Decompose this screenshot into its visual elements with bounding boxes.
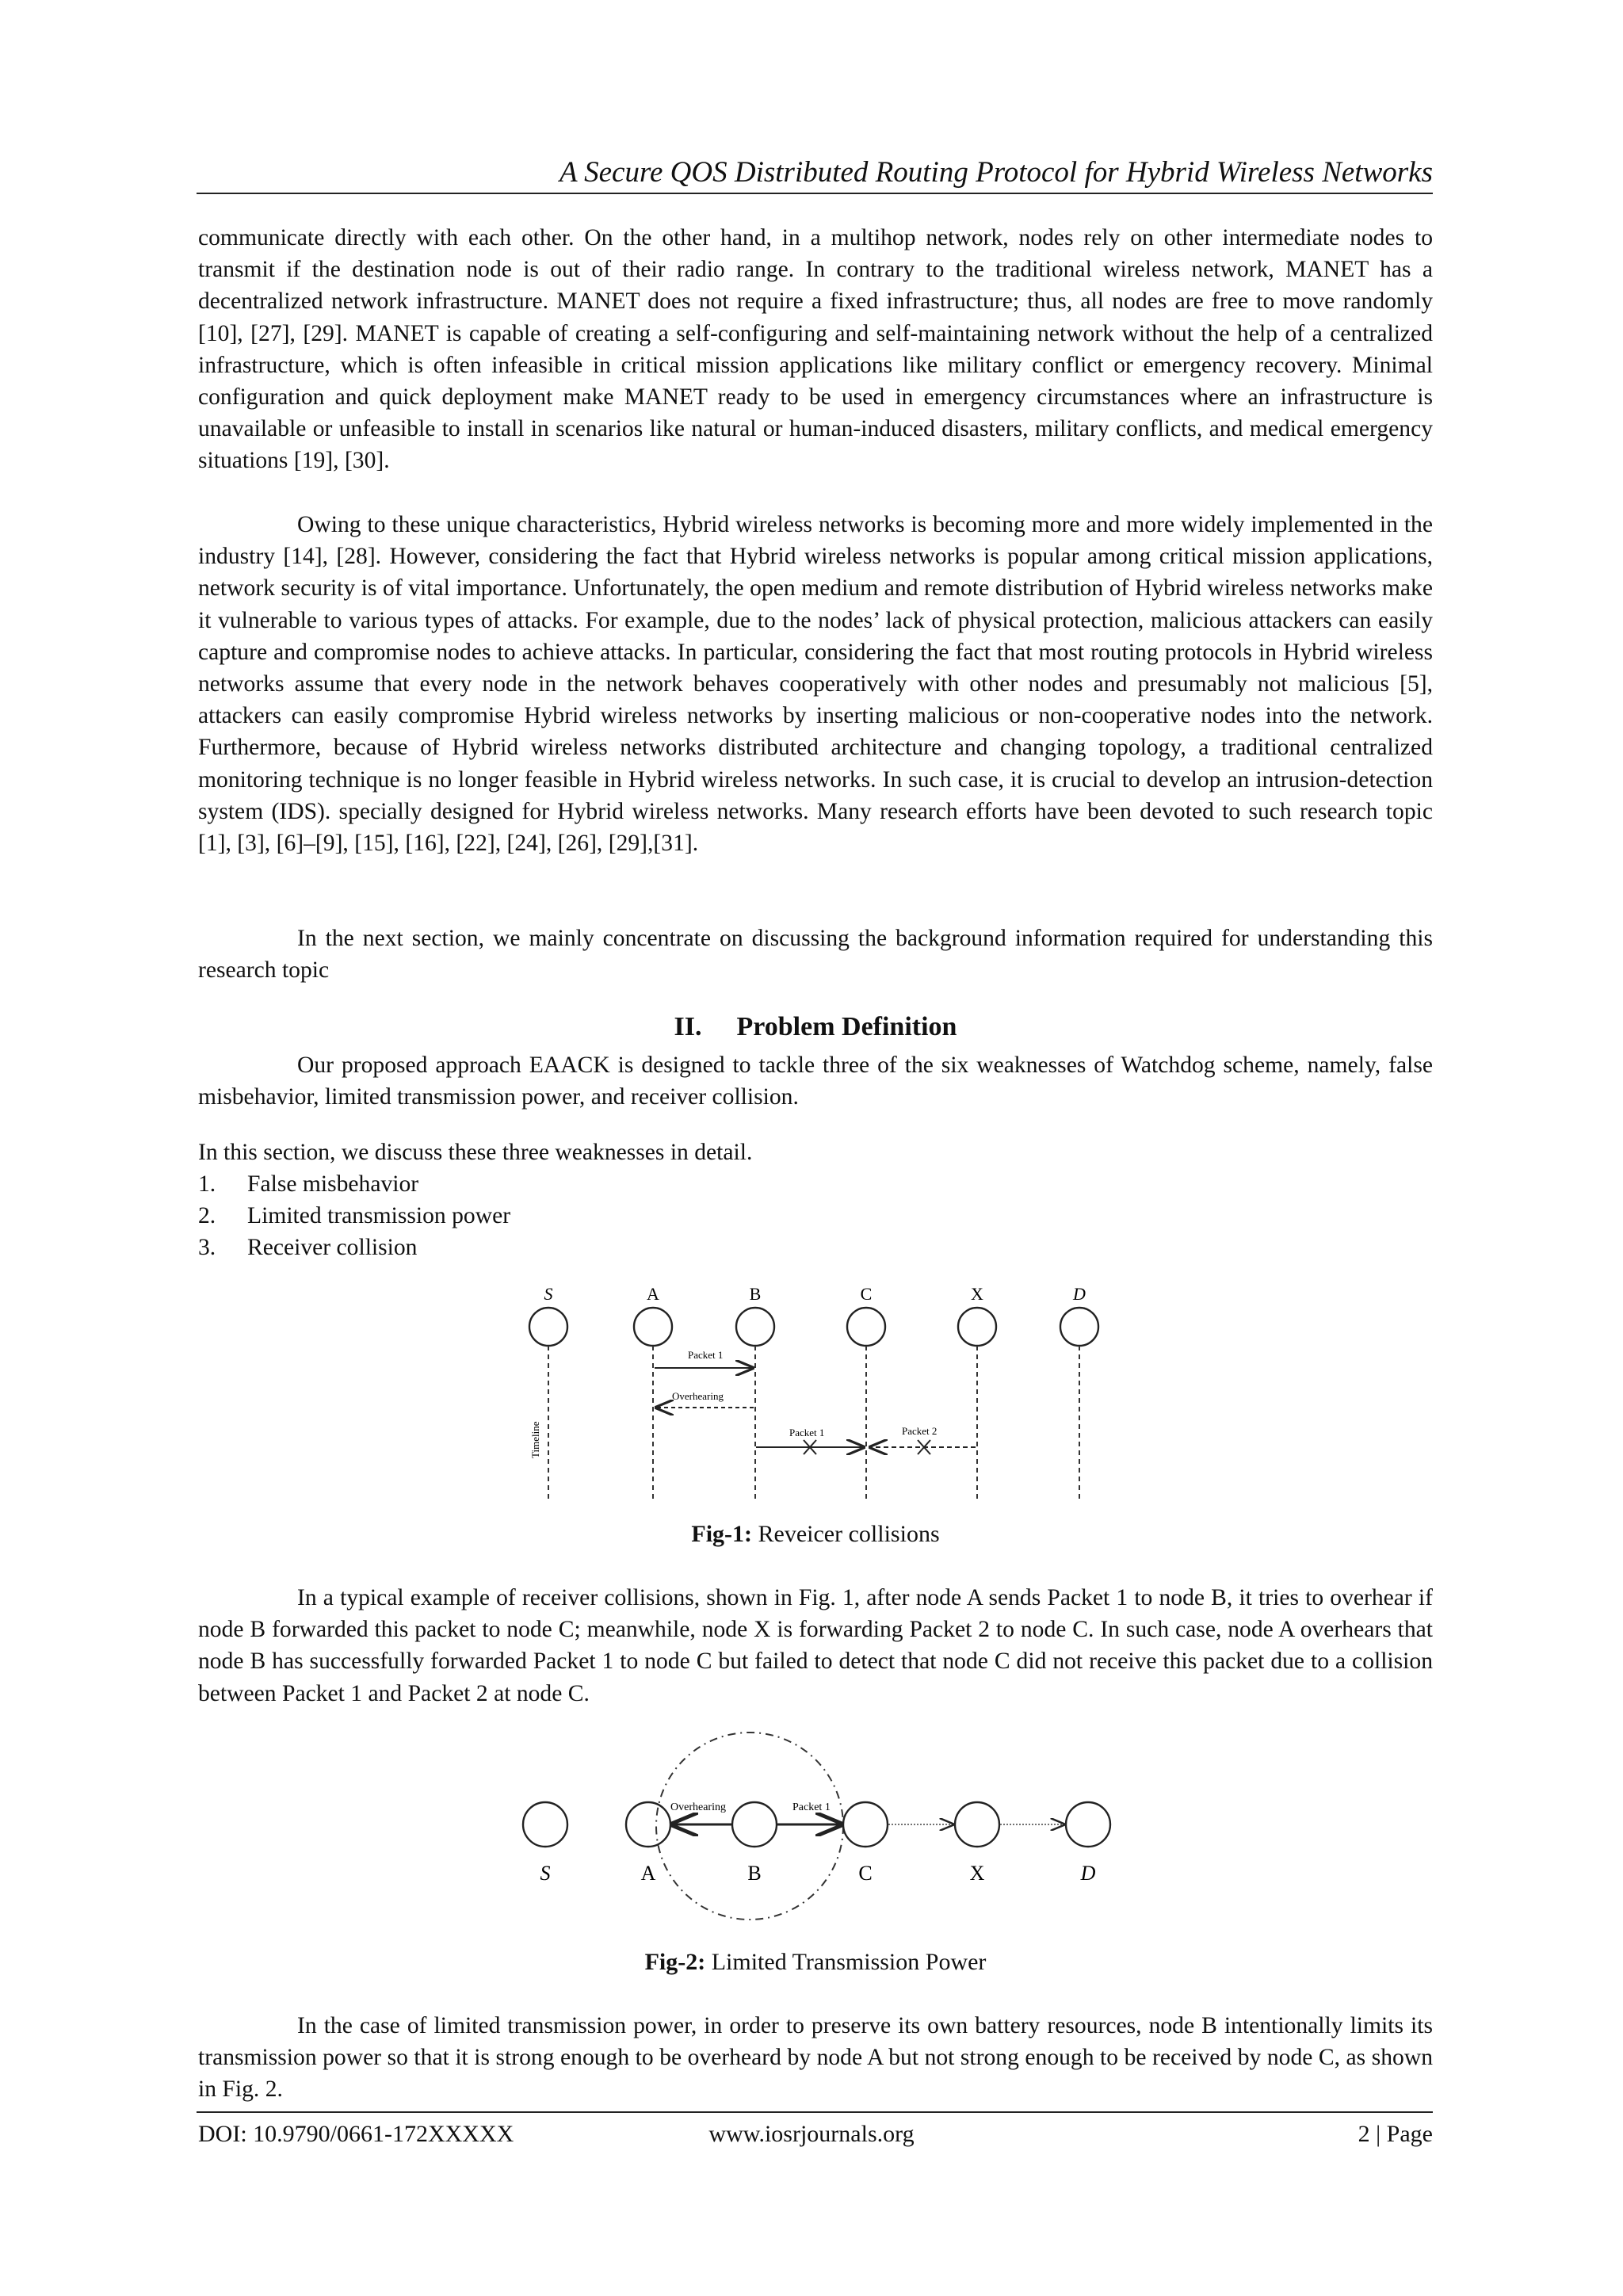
list-item: 3. Receiver collision: [198, 1235, 418, 1260]
packet1-label: Packet 1: [688, 1349, 724, 1361]
node-d: [1060, 1308, 1098, 1346]
node-label-d: D: [1073, 1284, 1086, 1304]
node-label-c: C: [858, 1862, 873, 1885]
node-c: [843, 1802, 888, 1847]
list-item: 2. Limited transmission power: [198, 1203, 511, 1228]
receiver-collision-diagram: [515, 1276, 1117, 1506]
node-label-s: S: [544, 1284, 553, 1304]
footer-rule: [197, 2111, 1433, 2113]
timelines: [548, 1346, 1079, 1499]
section-paragraph-2: In this section, we discuss these three weaknesses in detail.: [198, 1140, 753, 1165]
timeline-label: Timeline: [529, 1421, 541, 1458]
node-label-x: X: [971, 1284, 983, 1304]
section-title: Problem Definition: [736, 1012, 957, 1041]
footer-website: www.iosrjournals.org: [708, 2121, 915, 2147]
body-paragraph-2: Owing to these unique characteristics, Hybrid wireless networks is becoming more and more widely implemented in the industry [14], [28]. However, considering the fact that Hybrid wireless networks is popular among critical mission applications, network security is of vital importance. Unfortunately, the open medium and remote distribution of Hybrid wireless networks make it vulnerable to various types of attacks. For example, due to the nodes’ lack of physical protection, malicious attackers can easily capture and compromise nodes to achieve attacks. In particular, considering the fact that most routing protocols in Hybrid wireless networks assume that every node in the network behaves cooperatively with other nodes and presumably not malicious [5], attackers can easily compromise Hybrid wireless networks by inserting malicious or non-cooperative nodes into the network. Furthermore, because of Hybrid wireless networks distributed architecture and changing topology, a traditional centralized monitoring technique is no longer feasible in Hybrid wireless networks. In such case, it is crucial to develop an intrusion-detection system (IDS). specially designed for Hybrid wireless networks. Many research efforts have been devoted to such research topic [1], [3], [6]–[9], [15], [16], [22], [24], [26], [29],[31].: [198, 512, 1433, 857]
packet1-label: Packet 1: [792, 1801, 831, 1813]
node-label-x: X: [969, 1862, 985, 1885]
node-a: [626, 1802, 670, 1847]
packet2-label: Packet 2: [902, 1425, 938, 1437]
node-s: [529, 1308, 567, 1346]
body-paragraph-3: In the next section, we mainly concentrate on discussing the background information required for understanding this research topic: [198, 926, 1433, 984]
body-paragraph-1: communicate directly with each other. On the other hand, in a multihop network, nodes rely on other intermediate nodes to transmit if the destination node is out of their radio range. In contrary to the traditional wireless network, MANET has a decentralized network infrastructure. MANET does not require a fixed infrastructure; thus, all nodes are free to move randomly [10], [27], [29]. MANET is capable of creating a self-configuring and self-maintaining network without the help of a centralized infrastructure, which is often infeasible in critical mission applications like military conflict or emergency recovery. Minimal configuration and quick deployment make MANET ready to be used in emergency circumstances where an infrastructure is unavailable or unfeasible to install in scenarios like natural or human-induced disasters, military conflicts, and medical emergency situations [19], [30].: [198, 225, 1433, 474]
node-b: [732, 1802, 777, 1847]
figure-2-caption: Fig-2: Limited Transmission Power: [644, 1949, 987, 1975]
limited-power-diagram: [507, 1720, 1125, 1934]
figure-2: [507, 1720, 1125, 1934]
node-s: [523, 1802, 567, 1847]
figure-1: [515, 1276, 1117, 1506]
node-label-d: D: [1080, 1862, 1096, 1885]
node-b: [736, 1308, 774, 1346]
transmission-range-circle: [656, 1733, 843, 1920]
node-label-a: A: [640, 1862, 656, 1885]
node-label-b: B: [747, 1862, 762, 1885]
node-label-s: S: [540, 1862, 551, 1885]
figure-2-paragraph: In the case of limited transmission power, in order to preserve its own battery resources, node B intentionally limits its transmission power so that it is strong enough to be overheard by node A but not strong enough to be received by node C, as shown in Fig. 2.: [198, 2013, 1433, 2103]
overhearing-label: Overhearing: [670, 1801, 726, 1813]
footer-page-number: 2 | Page: [1358, 2121, 1433, 2147]
figure-1-caption: Fig-1: Reveicer collisions: [691, 1521, 940, 1547]
node-label-c: C: [860, 1284, 873, 1304]
overhearing-label: Overhearing: [672, 1390, 724, 1402]
node-c: [847, 1308, 885, 1346]
weakness-list: [198, 1168, 510, 1263]
section-heading: [198, 1011, 1433, 1043]
figure-1-paragraph: In a typical example of receiver collisions, shown in Fig. 1, after node A sends Packet 1 to node B, it tries to overhear if node B forwarded this packet to node C; meanwhile, node X is forwarding Packet 2 to node C. In such case, node A overhears that node B has successfully forwarded Packet 1 to node C but failed to detect that node C did not receive this packet due to a collision between Packet 1 and Packet 2 at node C.: [198, 1585, 1433, 1706]
header-rule: [197, 193, 1433, 194]
node-a: [634, 1308, 672, 1346]
section-paragraph-1: Our proposed approach EAACK is designed to tackle three of the six weaknesses of Watchdog scheme, namely, false misbehavior, limited transmission power, and receiver collision.: [198, 1052, 1433, 1110]
node-d: [1066, 1802, 1110, 1847]
node-label-b: B: [749, 1284, 762, 1304]
list-item: 1. False misbehavior: [198, 1171, 419, 1197]
node-x: [958, 1308, 996, 1346]
packet1b-label: Packet 1: [789, 1427, 825, 1438]
node-x: [955, 1802, 999, 1847]
footer-doi: DOI: 10.9790/0661-172XXXXX: [198, 2121, 514, 2147]
running-header: A Secure QOS Distributed Routing Protocol for Hybrid Wireless Networks: [559, 156, 1433, 189]
section-number: II.: [674, 1012, 702, 1041]
node-label-a: A: [647, 1284, 659, 1304]
